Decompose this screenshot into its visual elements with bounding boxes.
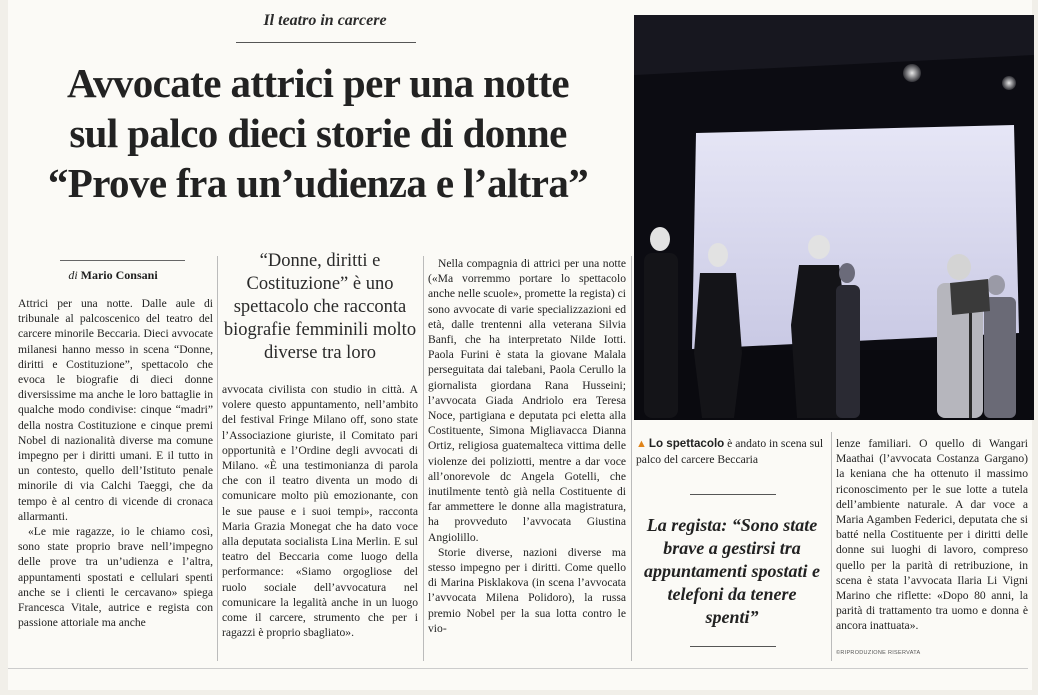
paragraph: «Le mie ragazze, io le chiamo così, sono state proprio brave nell’impegno delle prove tra un’udienza e l’altra, appuntamenti spostati e cellulari spenti anche se i clienti le cercavano» spiega Francesca Vitale, autrice e regista con passione attoriale ma anche: [18, 525, 213, 630]
quote-divider-top: [690, 494, 776, 495]
pull-quote: “Donne, diritti e Costituzione” è uno spettacolo che racconta biografie femminili molto diverse tra loro: [223, 251, 417, 363]
section-kicker: Il teatro in carcere: [263, 12, 387, 29]
quote-divider-bottom: [690, 646, 776, 647]
paragraph: Nella compagnia di attrici per una notte («Ma vorremmo portare lo spettacolo anche nelle scuole», promette la regista) ci sono avvocate di varie specializzazioni ed età, dalle trentenni alla veterana Silvia Banfi, che ha interpretato Nilde Iotti. Paola Furini è stata la giovane Malala perseguitata dai talebani, Paola Cerullo la giornalista giordana Rana Husseini; l’avvocata Giada Andriolo era Teresa Noce, partigiana e deputata pci eletta alla Costituente, Simona Migliavacca Dianna Ortiz, religiosa guatemalteca vittima delle violenze dei poliziotti, mentre a dar voce all’onorevole dc Angela Gotelli, che inutilmente tentò già nella Costituente di far ammettere le donne alla magistratura, ha provveduto l’avvocata Giustina Angiolillo.: [428, 257, 626, 544]
photo-caption: [636, 436, 828, 467]
caption-bold: Lo spettacolo: [648, 437, 725, 450]
column-divider: [423, 256, 424, 661]
page-bottom-rule: [8, 668, 1028, 669]
kicker-divider: [236, 42, 416, 43]
stage-light: [903, 64, 921, 82]
paragraph: Storie diverse, nazioni diverse ma stesso impegno per i diritti. Come quello di Marina Pisklakova (in scena l’avvocata l’avvocata Milena Polidoro), la russa premio Nobel per la sua lotta contro le vio-: [428, 545, 626, 635]
column-divider: [631, 256, 632, 661]
caption-triangle-icon: ▲: [636, 438, 647, 450]
column-4: [836, 436, 1028, 634]
column-divider: [217, 256, 218, 661]
byline-author: Mario Consani: [80, 268, 158, 282]
stage-scene: [634, 15, 1034, 420]
paragraph: lenze familiari. O quello di Wangari Maathai (l’avvocata Costanza Gargano) la keniana che ha ottenuto il massimo riconoscimento per le sue lotte a tutela dell’ambiente naturale. A dar voce a Maria Agamben Federici, deputata che si batté nella Costituente per i diritti delle donne sui luoghi di lavoro, compreso quello per la parità di retribuzione, in scena è stata l’avvocata Ilaria Li Vigni Marino che riflette: «Dopo 80 anni, la parità di trattamento tra uomo e donna è ancora inattuata».: [836, 437, 1028, 633]
paragraph: Attrici per una notte. Dalle aule di tribunale al palcoscenico del teatro del carcere minorile Beccaria. Dieci avvocate milanesi hanno messo in scena “Donne, diritti e Costituzione”, spettacolo che evoca le biografie di dieci donne diversissime ma anche le loro battaglie in qualche modo condivise: cinque “madri” della nostra Costituzione e cinque premi Nobel di nazionalità diverse ma comune impegno per i diritti umani. E il tutto in un contesto, quello dell’Istituto penale minorile di via Calchi Taeggi, che da tempo è al centro di vicende di cronaca allarmanti.: [18, 297, 213, 523]
byline-divider: [60, 260, 185, 261]
column-divider: [831, 432, 832, 661]
headline-line-3: “Prove fra un’udienza e l’altra”: [47, 160, 589, 206]
byline-prefix: di: [68, 268, 78, 282]
headline-line-2: sul palco dieci storie di donne: [69, 110, 567, 156]
headline-line-1: Avvocate attrici per una notte: [67, 60, 569, 106]
stage-photo: [634, 15, 1034, 420]
paragraph: avvocata civilista con studio in città. A volere questo appuntamento, nell’ambito del festival Fringe Milano off, sono state l’Associazione giuriste, il Comitato pari opportunità e l’Ordine degli avvocati di Milano. «È una testimonianza di parola che con il teatro diventa un modo di comunicare molto più emozionante, con le sue pause e i suoi tempi», racconta Maria Grazia Monegat che ha dato voce alla deputata socialista Lina Merlin. E sul teatro del Beccaria come luogo della performance: «Siamo orgogliose del ruolo sociale dell’avvocatura nel comunicare la legalità anche in un luogo come il carcere, strumento che per i ragazzi è proprio sbagliato».: [222, 383, 418, 640]
stage-light: [1002, 76, 1016, 90]
caption-text: è andato in scena sul palco del carcere Beccaria: [636, 437, 824, 466]
copyright-credit: ©RIPRODUZIONE RISERVATA: [836, 650, 921, 656]
column-2: [222, 382, 418, 640]
side-quote: La regista: “Sono state brave a gestirsi tra appuntamenti spostati e telefoni da tenere spenti”: [643, 515, 821, 627]
column-1: [18, 296, 213, 630]
byline: [18, 268, 208, 283]
column-3: [428, 256, 626, 636]
article-headline: [18, 58, 618, 208]
